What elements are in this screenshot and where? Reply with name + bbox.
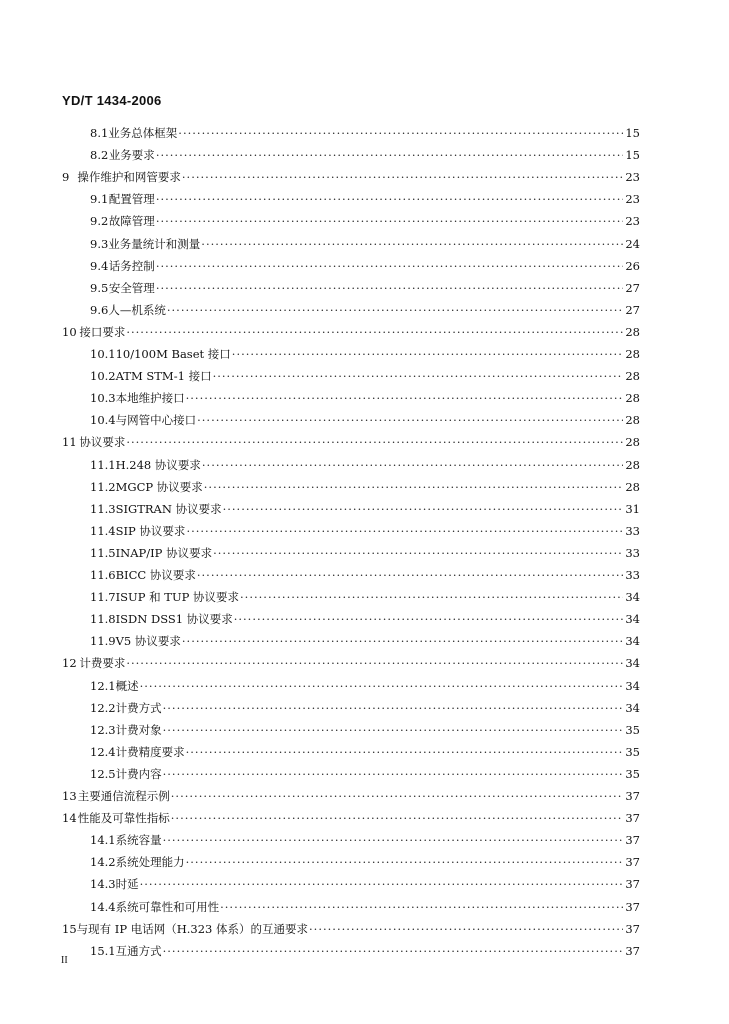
toc-entry — [62, 323, 640, 341]
toc-entry — [90, 699, 640, 717]
toc-dot-leader — [167, 301, 623, 319]
toc-entry-page: 34 — [625, 700, 640, 715]
toc-entry-page: 28 — [625, 435, 640, 450]
toc-dot-leader — [163, 831, 623, 849]
toc-dot-leader — [126, 323, 623, 341]
toc-entry-number: 11.4 — [90, 523, 116, 538]
toc-entry-page: 23 — [625, 170, 640, 185]
toc-entry-page: 37 — [625, 789, 640, 803]
toc-entry-page: 23 — [625, 192, 640, 207]
toc-entry-number: 10.1 — [90, 347, 116, 361]
toc-dot-leader — [163, 721, 623, 739]
toc-entry — [90, 632, 640, 650]
toc-entry-title: SIGTRAN 协议要求 — [115, 501, 222, 516]
toc-entry-number: 14 — [62, 811, 77, 826]
toc-entry-number: 9.6 — [90, 302, 109, 317]
toc-entry-number: 14.3 — [90, 877, 116, 892]
toc-dot-leader — [240, 588, 623, 606]
toc-dot-leader — [140, 875, 623, 893]
toc-entry-title: 计费要求 — [79, 656, 126, 671]
toc-dot-leader — [126, 433, 623, 451]
toc-entry-title: 人—机系统 — [108, 302, 166, 317]
toc-entry-page: 37 — [625, 855, 640, 870]
toc-entry — [90, 522, 640, 540]
toc-entry — [90, 743, 640, 761]
toc-entry-page: 27 — [625, 280, 640, 295]
toc-entry-title: 计费对象 — [115, 722, 162, 737]
toc-dot-leader — [156, 279, 623, 297]
toc-dot-leader — [204, 478, 623, 496]
toc-entry — [62, 809, 640, 827]
toc-entry — [90, 853, 640, 871]
toc-entry-page: 34 — [625, 656, 640, 671]
toc-entry-title: 时延 — [115, 877, 139, 892]
toc-entry-title: 性能及可靠性指标 — [77, 811, 170, 826]
toc-entry-title: SIP 协议要求 — [115, 523, 186, 538]
toc-entry-number: 10 — [62, 324, 77, 339]
toc-entry-page: 34 — [625, 612, 640, 627]
toc-entry-page: 35 — [625, 744, 640, 759]
toc-entry-page: 34 — [625, 634, 640, 649]
toc-entry-page: 15 — [625, 126, 640, 140]
toc-entry-number: 10.2 — [90, 369, 116, 384]
toc-entry-number: 12.5 — [90, 766, 116, 781]
toc-entry-page: 37 — [625, 921, 640, 936]
toc-entry — [90, 301, 640, 319]
toc-entry — [90, 478, 640, 496]
toc-entry — [90, 588, 640, 606]
toc-entry — [90, 345, 640, 363]
toc-entry-number: 15 — [62, 921, 77, 936]
toc-entry-title: 与现有 IP 电话网（H.323 体系）的互通要求 — [76, 921, 309, 936]
toc-entry-title: 接口要求 — [79, 324, 126, 339]
toc-entry-number: 12.3 — [90, 722, 116, 737]
toc-entry-number: 9 — [62, 170, 70, 185]
toc-entry-title: 业务要求 — [108, 148, 155, 163]
toc-entry-number: 11.1 — [90, 457, 116, 472]
toc-entry — [62, 654, 640, 672]
toc-entry-page: 33 — [625, 545, 640, 560]
toc-entry-page: 15 — [625, 148, 640, 163]
toc-dot-leader — [223, 500, 623, 518]
toc-entry-page: 28 — [625, 457, 640, 472]
toc-entry-title: MGCP 协议要求 — [115, 479, 203, 494]
toc-entry — [90, 367, 640, 385]
toc-entry-number: 9.2 — [90, 214, 109, 229]
toc-entry-title: 本地维护接口 — [115, 391, 185, 406]
toc-entry-title: ISDN DSS1 协议要求 — [115, 612, 233, 627]
toc-entry — [62, 168, 640, 186]
toc-entry-page: 28 — [625, 391, 640, 406]
toc-dot-leader — [213, 544, 623, 562]
toc-entry-number: 14.4 — [90, 899, 116, 914]
toc-dot-leader — [202, 456, 623, 474]
toc-entry-page: 35 — [625, 722, 640, 737]
toc-entry — [90, 257, 640, 275]
toc-entry-title: 与网管中心接口 — [115, 413, 197, 428]
toc-entry-number: 9.1 — [90, 192, 109, 207]
toc-dot-leader — [213, 367, 623, 385]
toc-entry — [90, 190, 640, 208]
toc-dot-leader — [232, 345, 623, 363]
toc-entry-number: 14.1 — [90, 833, 116, 848]
toc-dot-leader — [163, 765, 623, 783]
toc-entry-title: 10/100M Baset 接口 — [115, 347, 231, 361]
toc-entry-title: ATM STM-1 接口 — [115, 369, 212, 384]
toc-entry-number: 9.4 — [90, 258, 109, 273]
toc-entry — [90, 721, 640, 739]
toc-entry — [90, 831, 640, 849]
toc-entry-number: 11.9 — [90, 634, 116, 649]
toc-entry-title: 安全管理 — [108, 280, 155, 295]
toc-dot-leader — [201, 235, 623, 253]
toc-entry-page: 34 — [625, 678, 640, 693]
toc-entry — [90, 942, 640, 960]
toc-entry — [90, 411, 640, 429]
toc-entry-number: 11.5 — [90, 545, 116, 560]
toc-entry-page: 37 — [625, 877, 640, 892]
toc-entry-title: 话务控制 — [108, 258, 155, 273]
toc-entry-page: 27 — [625, 302, 640, 317]
toc-entry-number: 11.3 — [90, 501, 116, 516]
toc-entry — [62, 787, 640, 805]
toc-dot-leader — [186, 522, 623, 540]
toc-dot-leader — [156, 146, 623, 164]
toc-dot-leader — [186, 853, 623, 871]
toc-entry-number: 12 — [62, 656, 77, 671]
toc-dot-leader — [178, 124, 623, 142]
toc-dot-leader — [156, 190, 623, 208]
toc-entry — [90, 212, 640, 230]
toc-entry-number: 12.2 — [90, 700, 116, 715]
toc-entry — [90, 279, 640, 297]
toc-entry — [90, 544, 640, 562]
toc-dot-leader — [197, 411, 623, 429]
toc-entry-page: 23 — [625, 214, 640, 229]
toc-entry-page: 37 — [625, 899, 640, 914]
toc-dot-leader — [197, 566, 623, 584]
toc-entry-title: 系统可靠性和可用性 — [115, 899, 220, 914]
toc-entry — [90, 677, 640, 695]
toc-entry-number: 11.7 — [90, 590, 116, 605]
toc-entry-title: 配置管理 — [108, 192, 155, 207]
toc-entry-page: 28 — [625, 413, 640, 428]
toc-dot-leader — [182, 632, 623, 650]
toc-entry-number: 10.3 — [90, 391, 116, 406]
toc-entry-title: BICC 协议要求 — [115, 568, 196, 582]
toc-dot-leader — [309, 920, 623, 938]
toc-dot-leader — [171, 809, 623, 827]
toc-entry-number: 8.2 — [90, 148, 109, 163]
toc-entry-number: 13 — [62, 789, 77, 803]
toc-dot-leader — [186, 389, 623, 407]
toc-entry — [90, 765, 640, 783]
toc-entry-number: 12.1 — [90, 678, 116, 693]
toc-dot-leader — [140, 677, 623, 695]
toc-entry — [90, 146, 640, 164]
toc-entry — [90, 898, 640, 916]
toc-entry-title: 主要通信流程示例 — [77, 789, 170, 803]
toc-entry-title: 业务量统计和测量 — [108, 236, 201, 251]
toc-entry-number: 15.1 — [90, 943, 116, 958]
document-id-header: YD/T 1434-2006 — [62, 93, 162, 108]
toc-dot-leader — [126, 654, 623, 672]
toc-entry-page: 28 — [625, 369, 640, 384]
toc-entry-number: 10.4 — [90, 413, 116, 428]
page-number: II — [61, 955, 68, 966]
toc-entry — [90, 389, 640, 407]
toc-entry-title: 计费方式 — [115, 700, 162, 715]
toc-dot-leader — [234, 610, 623, 628]
toc-entry-title: 故障管理 — [108, 214, 155, 229]
toc-entry-title: V5 协议要求 — [115, 634, 181, 649]
toc-entry — [62, 433, 640, 451]
toc-entry-page: 28 — [625, 324, 640, 339]
toc-dot-leader — [156, 212, 623, 230]
toc-entry-title: ISUP 和 TUP 协议要求 — [115, 590, 240, 605]
toc-entry-page: 28 — [625, 347, 640, 361]
toc-entry — [90, 456, 640, 474]
toc-entry-number: 8.1 — [90, 126, 109, 140]
toc-entry — [90, 610, 640, 628]
toc-entry — [90, 124, 640, 142]
toc-entry-number: 9.3 — [90, 236, 109, 251]
toc-dot-leader — [163, 699, 623, 717]
toc-entry-title: 互通方式 — [115, 943, 162, 958]
toc-entry-number: 9.5 — [90, 280, 109, 295]
toc-entry-title: INAP/IP 协议要求 — [115, 545, 213, 560]
toc-entry-page: 34 — [625, 590, 640, 605]
toc-entry-page: 37 — [625, 943, 640, 958]
toc-entry-title: H.248 协议要求 — [115, 457, 201, 472]
toc-dot-leader — [163, 942, 623, 960]
toc-entry-title: 概述 — [115, 678, 139, 693]
toc-entry-page: 26 — [625, 258, 640, 273]
toc-entry-title: 计费精度要求 — [115, 744, 185, 759]
toc-entry-number: 11.6 — [90, 568, 116, 582]
toc-entry-number: 12.4 — [90, 744, 116, 759]
toc-entry-number: 11.8 — [90, 612, 116, 627]
toc-entry-page: 24 — [625, 236, 640, 251]
toc-dot-leader — [182, 168, 623, 186]
toc-dot-leader — [156, 257, 623, 275]
toc-entry-title: 协议要求 — [79, 435, 126, 450]
toc-entry-page: 37 — [625, 833, 640, 848]
toc-dot-leader — [220, 898, 623, 916]
toc-entry-page: 33 — [625, 568, 640, 582]
toc-entry-page: 28 — [625, 479, 640, 494]
toc-entry-number: 11 — [62, 435, 77, 450]
toc-entry-title: 系统处理能力 — [115, 855, 185, 870]
toc-entry-number: 11.2 — [90, 479, 116, 494]
toc-dot-leader — [186, 743, 623, 761]
toc-entry — [90, 235, 640, 253]
toc-entry-page: 33 — [625, 523, 640, 538]
toc-entry-page: 35 — [625, 766, 640, 781]
toc-entry-number: 14.2 — [90, 855, 116, 870]
toc-entry-page: 37 — [625, 811, 640, 826]
toc-entry — [62, 920, 640, 938]
toc-entry-title: 计费内容 — [115, 766, 162, 781]
toc-entry-title: 系统容量 — [115, 833, 162, 848]
toc-entry-page: 31 — [625, 501, 640, 516]
toc-entry-title: 操作维护和网管要求 — [77, 170, 181, 185]
toc-dot-leader — [171, 787, 623, 805]
toc-entry — [90, 566, 640, 584]
toc-entry — [90, 875, 640, 893]
toc-entry — [90, 500, 640, 518]
toc-entry-title: 业务总体框架 — [108, 126, 178, 140]
